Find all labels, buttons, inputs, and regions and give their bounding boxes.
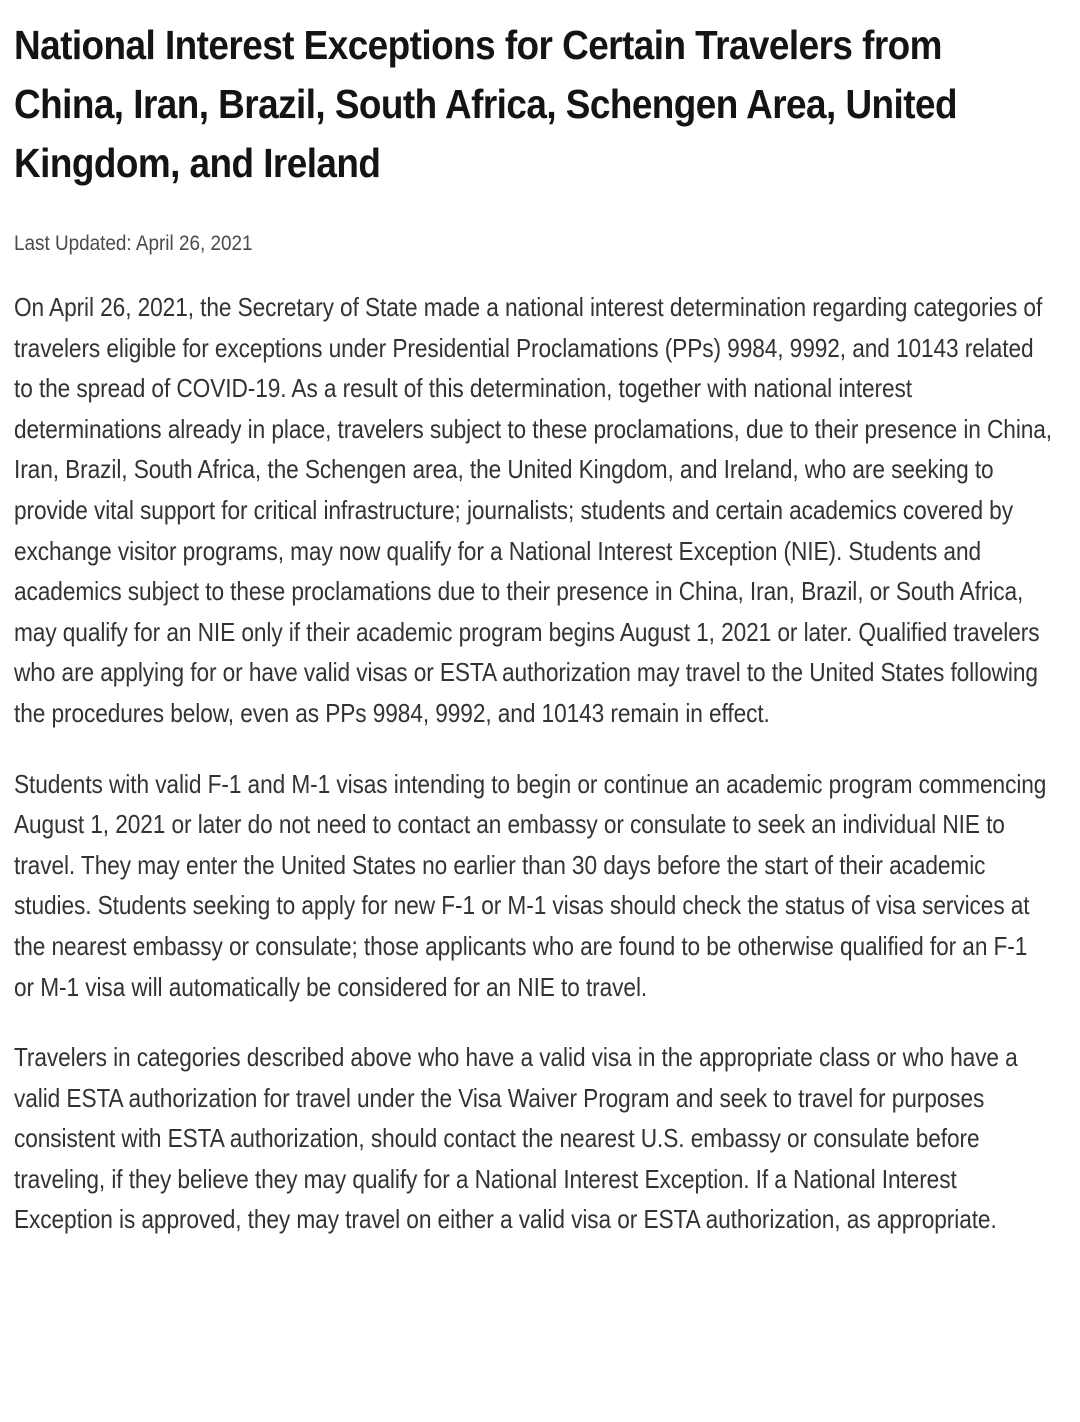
paragraph-esta-travelers: Travelers in categories described above who have a valid visa in the appropriate class or who have a valid ESTA authorization for travel under the Visa Waiver Program and seek to travel for purposes consistent with ESTA authorization, should contact the nearest U.S. embassy or consulate before traveling, if they believe they may qualify for a National Interest Exception. If a National Interest Exception is approved, they may travel on either a valid visa or ESTA authorization, as appropriate. bbox=[14, 1042, 1018, 1235]
page-title: National Interest Exceptions for Certain Travelers from China, Iran, Brazil, South Africa, Schengen Area, United Kingdom, and Ireland bbox=[14, 22, 958, 186]
article bbox=[14, 16, 1052, 1240]
paragraph-students: Students with valid F-1 and M-1 visas intending to begin or continue an academic program commencing August 1, 2021 or later do not need to contact an embassy or consulate to seek an individual NIE to travel. They may enter the United States no earlier than 30 days before the start of their academic studies. Students seeking to apply for new F-1 or M-1 visas should check the status of visa services at the nearest embassy or consulate; those applicants who are found to be otherwise qualified for an F-1 or M-1 visa will automatically be considered for an NIE to travel. bbox=[14, 768, 1047, 1002]
last-updated-date: Last Updated: April 26, 2021 bbox=[14, 232, 253, 255]
paragraph-nie-determination: On April 26, 2021, the Secretary of State made a national interest determination regarding categories of travelers eligible for exceptions under Presidential Proclamations (PPs) 9984, 9992, and 10143 related to the spread of COVID-19. As a result of this determination, together with national interest determinations already in place, travelers subject to these proclamations, due to their presence in China, Iran, Brazil, South Africa, the Schengen area, the United Kingdom, and Ireland, who are seeking to provide vital support for critical infrastructure; journalists; students and certain academics covered by exchange visitor programs, may now qualify for a National Interest Exception (NIE). Students and academics subject to these proclamations due to their presence in China, Iran, Brazil, or South Africa, may qualify for an NIE only if their academic program begins August 1, 2021 or later. Qualified travelers who are applying for or have valid visas or ESTA authorization may travel to the United States following the procedures below, even as PPs 9984, 9992, and 10143 remain in effect. bbox=[14, 292, 1053, 728]
